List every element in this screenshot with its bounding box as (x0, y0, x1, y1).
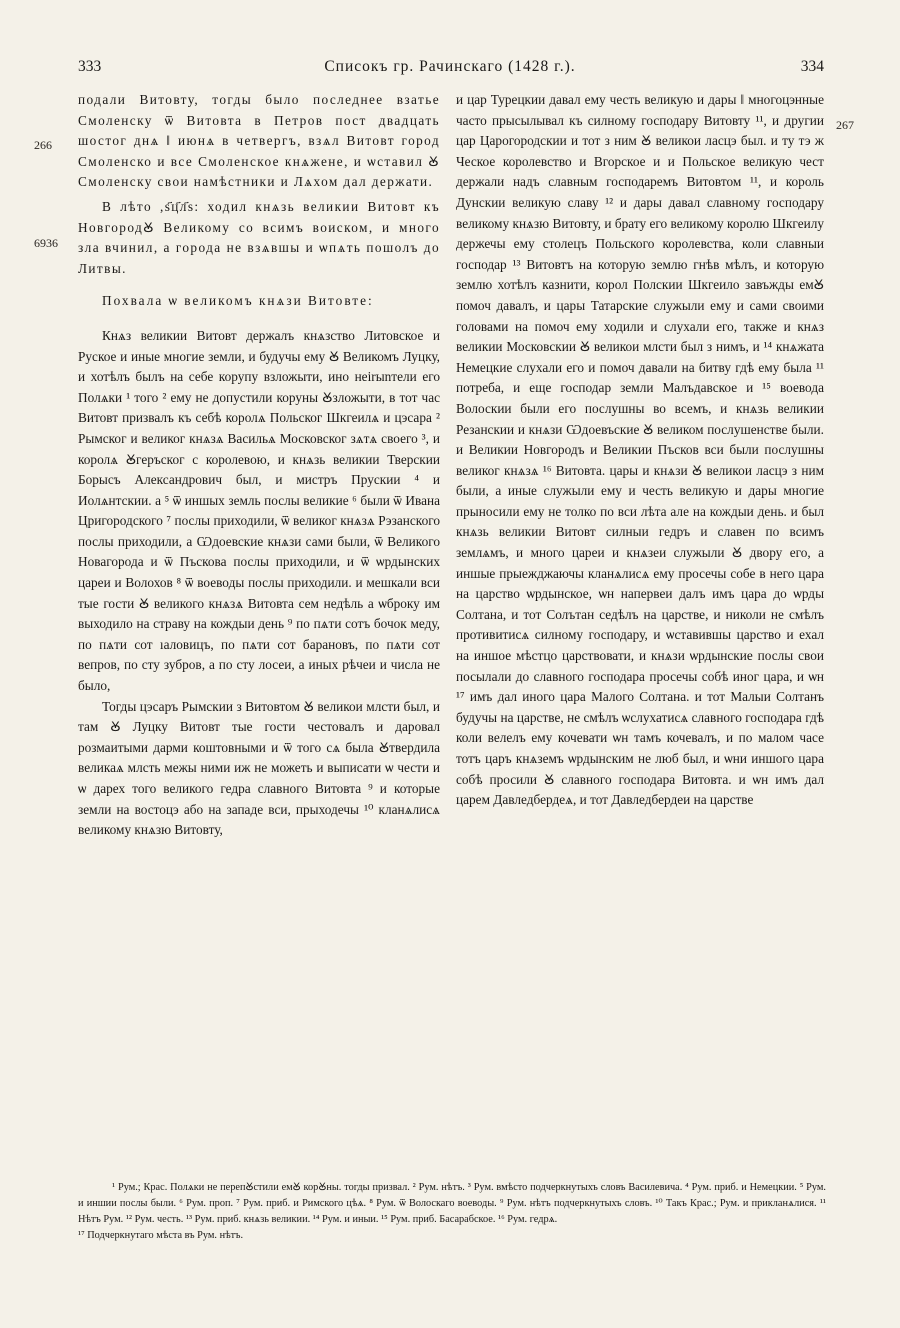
left-paragraph-4: Тогды цэсаръ Рымскии з Витовтом Ꙋ великои млсти был, и там Ꙋ Луцку Витовт тые гости честовалъ и даровал розмаитыми дарми коштовными и ѿ того сѧ была Ꙋтвердила великаѧ млсть межы ними иж не можеть и выписати ѡ чести и ѡ дарех того великого гедра славного Витовта ⁹ и которые земли на востоцэ або на западе вси, прыходечы ¹⁰ кланѧлисѧ великому кнѧзю Витовту, (78, 698, 440, 838)
running-title: Списокъ гр. Рачинскаго (1428 г.). (324, 58, 576, 75)
footnotes (78, 1180, 826, 1244)
page-number-right: 334 (800, 58, 824, 75)
left-paragraph-2: В лѣто ,ѕ҃ц҃л҃ѕ: ходил кнѧзь великии Витовт къ НовгородꙊ Великому со всимъ воиском, и много зла вчинил, а города не взѧвшы и ѡпѧть пошолъ до Литвы. (78, 198, 440, 276)
margin-number-6936: 6936 (34, 236, 58, 250)
footnote-block-1: ¹ Рум.; Крас. Полѧки не перепꙊстили емꙊ корꙊны. тогды призвал. ² Рум. нѣтъ. ³ Рум. вмѣсто подчеркнутыхъ словъ Василевича. ⁴ Рум. приб. и Немецкии. ⁵ Рум. и иншии послы были. ⁶ Рум. проп. ⁷ Рум. приб. и Римского цѣѧ. ⁸ Рум. ѿ Волоскаго воеводы. ⁹ Рум. нѣтъ подчеркнутыхъ словъ. ¹⁰ Такъ Крас.; Рум. и прикланѧлися. ¹¹ Нѣтъ Рум. ¹² Рум. честь. ¹³ Рум. приб. кнѧзь великии. ¹⁴ Рум. и иныи. ¹⁵ Рум. приб. Басарабское. ¹⁶ Рум. гедрѧ. (78, 1182, 826, 1225)
left-paragraph-1: подали Витовту, тогды было последнее взатье Смоленску ѿ Витовта в Петров пост двадцать шостог днѧ ‖ июнѧ в четвергъ, взѧл Витовт город Смоленско и все Смоленское кнѧжене, и ѡставил Ꙋ Смоленску свои намѣстники и Лѧхом дал держати. (78, 92, 440, 190)
right-paragraph-1: и цар Турецкии давал ему честь великую и дары ‖ многоцэнные часто прысылывал къ силному господару Витовту ¹¹, и другии цар Царогородскии и тот з ним Ꙋ великои ласцэ был. и ту тэ ж Ческое королевство и Вгорское и и Польское великую чест держали надъ славным господаремъ Витовтом ¹¹, и король Дунскии великую славу ¹² и дары давал славному господару великому кнѧзю Витовту, и брату его великому королю Шкгеилу держечы ему столецъ Польского королевства, коли славныи господар ¹³ Витовтъ на которую землю гнѣв мѣлъ, и которую землю хотѣлъ казнити, корол Полскии Шкгеило завъжды емꙊ помоч давалъ, и цары Татарские служыли ему и сами своими головами на помоч ему ходили и слухали его, также и кнѧз великии Московскии Ꙋ великои млсти был з нимъ, и ¹⁴ кнѧжата Немецкие слухали его и помоч давали на битву гдѣ ему была ¹¹ потреба, и еще господар земли Малъдавское и ¹⁵ воевода Волоскии были его послушны во всемъ, и кнѧзь великии Резанскии и кнѧзи Ѡдоевъские Ꙋ великом послушенстве были. и Великии Новгородъ и Великии Пъсков вси были послушны великог кнѧзѧ ¹⁶ Витовта. цары и кнѧзи Ꙋ великои ласцэ з ним были, а иные служыли ему и честь великую и дары многие прыносили ему не толко по вси лѣта але на кождыи день. и был кнѧзь великии Витовт силныи гедръ и славен по всимъ землѧмъ, и много цареи и кнѧзеи служыли Ꙋ двору его, а иншые прыежджаючы кланѧлисѧ ему просечы собе в него цара на царство ѡрдынское, ѡн напервеи далъ имъ цара до ѡрды Солтана, и тот Солътан седѣлъ на царстве, и николи не смѣлъ противитисѧ силному господару, и ѡставившы царство и ехал на иншое мѣстцо царствовати, и кнѧзи ѡрдынские послы свои посылали до славного господара просечы собѣ иног цара, и ѡн ¹⁷ имъ дал иного цара Малого Солтана. и тот Малыи Солтанъ будучы на царстве, не смѣлъ ѡслухатисѧ славного господара гдѣ коли велелъ ему кочевати ѡн тамъ кочевалъ, и по малом часе тотъ царъ кнѧземъ ѡрдынским не люб был, и ѡни иншого цара собѣ просили Ꙋ славного господара Витовта. и ѡн имъ дал царем Давледбердеѧ, и тот Давледбердеи на царстве (456, 92, 824, 808)
page-number-left: 333 (78, 58, 102, 75)
section-heading: Похвала ѡ великомъ кнѧзи Витовте: (102, 293, 374, 309)
left-column (78, 90, 440, 841)
margin-number-266: 266 (34, 138, 52, 152)
left-paragraph-3: Кнѧз великии Витовт держалъ кнѧзство Литовское и Руское и иные многие земли, и будучы ему Ꙋ Великомъ Луцку, и хотѣлъ былъ на себе корупу взложыти, ино неirыnтели его Полѧки ¹ того ² ему не допустили коруны Ꙋзложыти, в тот час Витовт призвалъ къ себѣ королѧ Польског Шкгеилѧ и цэсара ² Рымског и великог кнѧзѧ Васильѧ Московског зѧтѧ своего ³, и королѧ Ꙋгеръског с королевою, и кнѧзь великии Тверскии Борысъ Александрович был, и мистръ Прускии ⁴ и Иолѧнтскии. а ⁵ ѿ иншых земль послы великие ⁶ были ѿ Ивана Цригородского ⁷ послы приходили, ѿ великог кнѧзѧ Рэзанского послы приходили, а Ѡдоевские кнѧзи сами были, ѿ Великого Новагорода и ѿ Пъскова послы приходили, и ѿ ѡрдынских цареи и Волохов ⁸ ѿ воеводы послы приходили. и мешкали вси тые гости Ꙋ великого кнѧзѧ Витовта сем недѣль а ѡброку им выходило на страву на кождыи день ⁹ по пѧти сотъ бочок меду, по пѧти сот ıаловицъ, по пѧти сот барановъ, по пѧти сот вепров, по сту зубров, а по сту лосеи, а иных рѣчеи и числа не было, (78, 327, 440, 694)
running-header (0, 58, 900, 80)
footnote-block-2: ¹⁷ Подчеркнутаго мѣста въ Рум. нѣтъ. (78, 1230, 244, 1241)
right-column (456, 90, 824, 811)
margin-number-267: 267 (836, 118, 854, 132)
